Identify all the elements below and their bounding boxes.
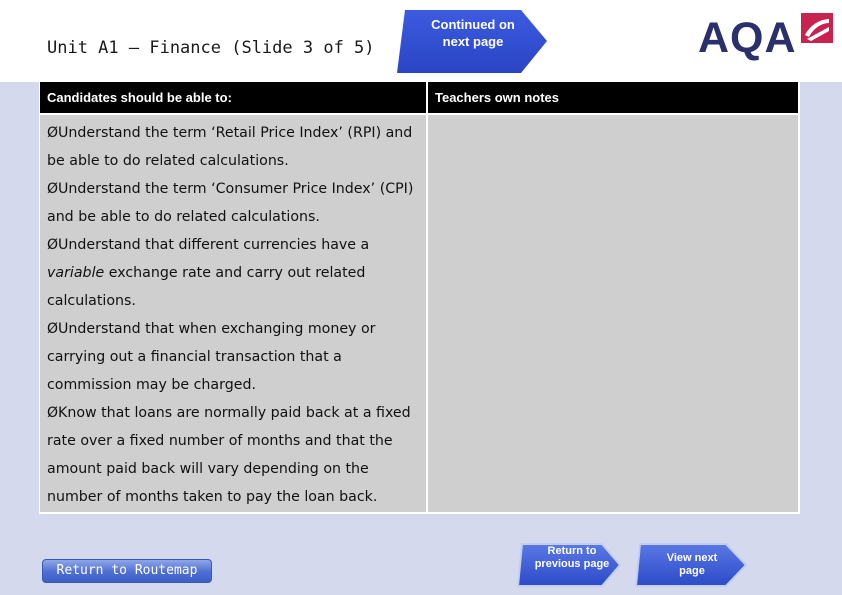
next-page-label: View next page bbox=[666, 552, 718, 577]
bullet-arrow-icon: Ø bbox=[47, 237, 59, 253]
continued-label: Continued on next page bbox=[431, 17, 515, 49]
previous-page-label: Return to previous page bbox=[534, 545, 610, 570]
logo-text: AQA bbox=[698, 14, 797, 62]
list-item: ØUnderstand that when exchanging money or carrying out a financial transaction that a commission may be charged. bbox=[47, 321, 376, 393]
return-to-routemap-button[interactable]: Return to Routemap bbox=[42, 559, 212, 583]
teacher-notes-cell[interactable] bbox=[428, 115, 798, 512]
list-item: ØUnderstand the term ‘Retail Price Index’ (RPI) and be able to do related calculations. bbox=[47, 125, 413, 169]
list-item: ØUnderstand the term ‘Consumer Price Index’ (CPI) and be able to do related calculations. bbox=[47, 181, 414, 225]
bullet-arrow-icon: Ø bbox=[47, 405, 59, 421]
objectives-table bbox=[39, 80, 800, 514]
aqa-logo bbox=[698, 13, 834, 61]
bullet-arrow-icon: Ø bbox=[47, 181, 59, 197]
header-teacher-notes: Teachers own notes bbox=[428, 82, 798, 113]
list-item: ØUnderstand that different currencies have a variable exchange rate and carry out related calculations. bbox=[47, 237, 370, 309]
objectives-list bbox=[47, 119, 425, 511]
slide-title: Unit A1 – Finance (Slide 3 of 5) bbox=[47, 38, 375, 58]
objectives-cell bbox=[40, 115, 426, 512]
view-next-page-button[interactable] bbox=[634, 542, 748, 588]
continued-next-page-arrow bbox=[397, 10, 547, 73]
bullet-arrow-icon: Ø bbox=[47, 321, 59, 337]
return-to-previous-page-button[interactable] bbox=[516, 542, 622, 588]
logo-mark-icon bbox=[801, 13, 833, 43]
bullet-arrow-icon: Ø bbox=[47, 125, 59, 141]
list-item: ØKnow that loans are normally paid back at a fixed rate over a fixed number of months and that the amount paid back will vary depending on the number of months taken to pay the loan back. bbox=[47, 405, 411, 505]
header-candidates: Candidates should be able to: bbox=[40, 82, 426, 113]
